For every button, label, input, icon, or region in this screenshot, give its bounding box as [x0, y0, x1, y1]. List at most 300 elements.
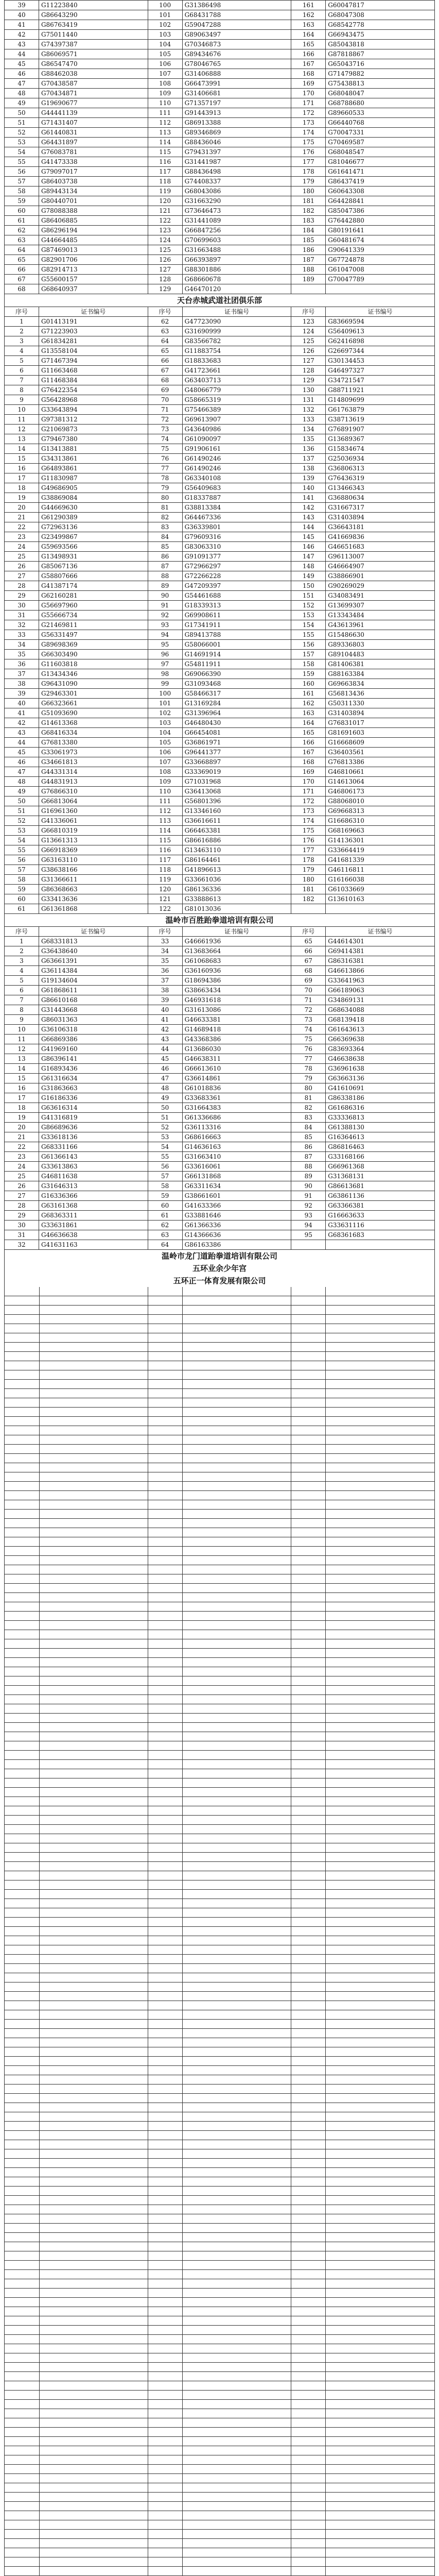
cert-cell: G41681339 — [326, 855, 435, 865]
cert-cell: G81691603 — [326, 728, 435, 738]
table-row — [5, 1201, 435, 1211]
seq-cell: 171 — [291, 98, 326, 108]
cert-cell: G68616663 — [182, 1132, 291, 1142]
cert-cell: G66869386 — [39, 1035, 148, 1044]
cert-cell: G68048547 — [326, 147, 435, 157]
cert-cell: G80191641 — [326, 226, 435, 235]
seq-cell: 6 — [5, 986, 39, 995]
seq-cell: 176 — [291, 147, 326, 157]
seq-cell: 65 — [5, 255, 39, 265]
seq-cell: 36 — [5, 659, 39, 669]
seq-cell: 93 — [148, 620, 182, 630]
seq-cell: 33 — [5, 630, 39, 640]
table-row — [5, 1025, 435, 1035]
seq-cell: 27 — [5, 1191, 39, 1201]
seq-cell: 99 — [148, 679, 182, 689]
cert-cell: G62416898 — [326, 336, 435, 346]
seq-cell: 77 — [148, 464, 182, 473]
cert-cell: G55600157 — [39, 275, 148, 284]
seq-cell: 121 — [148, 894, 182, 904]
seq-cell: 97 — [148, 659, 182, 669]
cert-cell: G36403561 — [326, 748, 435, 757]
seq-cell: 49 — [5, 98, 39, 108]
seq-cell: 1 — [5, 937, 39, 946]
cert-cell: G58665319 — [182, 395, 291, 405]
seq-cell: 78 — [148, 473, 182, 483]
cert-cell: G14366636 — [182, 1230, 291, 1240]
cert-cell: G11468384 — [39, 376, 148, 385]
seq-cell: 60 — [5, 894, 39, 904]
seq-cell: 74 — [148, 434, 182, 444]
table-continuation — [4, 1287, 435, 2576]
cert-cell: G66961368 — [326, 1162, 435, 1172]
cert-cell: G16186336 — [39, 1093, 148, 1103]
seq-cell: 167 — [291, 748, 326, 757]
column-header-cert: 证书编号 — [182, 307, 291, 317]
seq-cell: 58 — [148, 1181, 182, 1191]
cert-cell: G88163384 — [326, 669, 435, 679]
cert-cell: G46661936 — [182, 937, 291, 946]
seq-cell: 188 — [291, 265, 326, 275]
seq-cell: 162 — [291, 10, 326, 20]
seq-cell: 83 — [148, 522, 182, 532]
cert-cell: G31663410 — [182, 1152, 291, 1162]
table-row — [5, 966, 435, 976]
cert-cell: G46811638 — [39, 1172, 148, 1181]
column-header-seq: 序号 — [291, 927, 326, 937]
seq-cell: 50 — [5, 796, 39, 806]
seq-cell: 77 — [291, 1054, 326, 1064]
cert-cell: G36961638 — [326, 1064, 435, 1074]
table-row — [5, 317, 435, 327]
cert-cell: G71479882 — [326, 69, 435, 79]
seq-cell: 40 — [5, 10, 39, 20]
seq-cell: 144 — [291, 522, 326, 532]
seq-cell: 89 — [148, 581, 182, 591]
table-row — [5, 10, 435, 20]
cert-cell: G79609316 — [182, 532, 291, 542]
cert-cell: G90269029 — [326, 581, 435, 591]
cert-cell: G46931618 — [182, 995, 291, 1005]
seq-cell: 166 — [291, 49, 326, 59]
seq-cell: 126 — [291, 346, 326, 356]
table-row — [5, 1181, 435, 1191]
seq-cell: 28 — [5, 1201, 39, 1211]
cert-cell: G70699603 — [182, 235, 291, 245]
seq-cell: 85 — [148, 542, 182, 552]
cert-cell: G66918369 — [39, 845, 148, 855]
cert-cell: G33683361 — [182, 1093, 291, 1103]
seq-cell: 108 — [148, 79, 182, 89]
cert-cell: G80440701 — [39, 196, 148, 206]
cert-cell: G46480430 — [182, 718, 291, 728]
seq-cell: 114 — [148, 826, 182, 836]
seq-cell: 90 — [148, 591, 182, 601]
seq-cell: 34 — [148, 946, 182, 956]
cert-cell: G44669630 — [39, 503, 148, 513]
table-row — [5, 1074, 435, 1083]
seq-cell: 137 — [291, 454, 326, 464]
seq-cell: 4 — [5, 966, 39, 976]
table-row — [5, 787, 435, 796]
table-row — [5, 1162, 435, 1172]
seq-cell: 69 — [148, 385, 182, 395]
seq-cell: 41 — [148, 1015, 182, 1025]
seq-cell: 109 — [148, 777, 182, 787]
seq-cell: 71 — [148, 405, 182, 415]
cert-cell: G14136301 — [326, 836, 435, 845]
seq-cell: 139 — [291, 473, 326, 483]
cert-cell: G81406381 — [326, 659, 435, 669]
cert-cell: G13463110 — [182, 845, 291, 855]
seq-cell: 123 — [148, 226, 182, 235]
table-row — [5, 89, 435, 98]
seq-cell: 37 — [5, 669, 39, 679]
cert-cell: G88711921 — [326, 385, 435, 395]
cert-cell: G31406888 — [182, 69, 291, 79]
seq-cell — [291, 904, 326, 914]
table-row — [5, 1221, 435, 1230]
cert-cell: G16364613 — [326, 1132, 435, 1142]
cert-cell: G64428841 — [326, 196, 435, 206]
seq-cell: 182 — [291, 206, 326, 216]
cert-cell: G61290389 — [39, 513, 148, 522]
seq-cell: 18 — [5, 1103, 39, 1113]
cert-cell: G34661813 — [39, 757, 148, 767]
seq-cell: 42 — [148, 1025, 182, 1035]
seq-cell: 62 — [5, 226, 39, 235]
cert-cell: G89413788 — [182, 630, 291, 640]
cert-cell: G81046677 — [326, 157, 435, 167]
cert-cell: G68416334 — [39, 728, 148, 738]
cert-cell: G38638166 — [39, 865, 148, 875]
cert-cell: G38869084 — [39, 493, 148, 503]
seq-cell: 16 — [5, 464, 39, 473]
cert-cell: G64467336 — [182, 513, 291, 522]
cert-cell: G66943475 — [326, 30, 435, 40]
cert-cell: G88436498 — [182, 167, 291, 177]
seq-cell: 84 — [148, 532, 182, 542]
cert-cell: G68660678 — [182, 275, 291, 284]
seq-cell: 56 — [5, 855, 39, 865]
cert-cell: G82914713 — [39, 265, 148, 275]
seq-cell: 17 — [5, 473, 39, 483]
seq-cell: 104 — [148, 728, 182, 738]
cert-cell: G88068010 — [326, 796, 435, 806]
seq-cell: 177 — [291, 157, 326, 167]
table-row — [5, 542, 435, 552]
cert-cell: G46470120 — [182, 284, 291, 294]
cert-cell: G19690677 — [39, 98, 148, 108]
cert-cell: G87818867 — [326, 49, 435, 59]
column-header-seq: 序号 — [5, 927, 39, 937]
cert-cell: G58066001 — [182, 640, 291, 650]
table-row — [5, 699, 435, 708]
section-title: 五环正一体育发展有限公司 — [4, 1275, 435, 1287]
seq-cell: 128 — [291, 366, 326, 376]
seq-cell: 22 — [5, 1142, 39, 1152]
cert-cell: G68169663 — [326, 826, 435, 836]
seq-cell: 32 — [5, 1240, 39, 1250]
seq-cell: 187 — [291, 255, 326, 265]
seq-cell: 98 — [148, 669, 182, 679]
table-body-continued — [5, 1, 435, 294]
cert-cell: G56813436 — [326, 689, 435, 699]
column-header-cert: 证书编号 — [326, 927, 435, 937]
seq-cell: 123 — [291, 317, 326, 327]
table-row — [5, 562, 435, 571]
seq-cell: 175 — [291, 138, 326, 147]
cert-cell: G33369019 — [182, 767, 291, 777]
cert-cell: G56801396 — [182, 796, 291, 806]
cert-cell: G36114384 — [39, 966, 148, 976]
cert-cell: G86816463 — [326, 1142, 435, 1152]
seq-cell: 179 — [291, 177, 326, 187]
table-row — [5, 659, 435, 669]
cert-cell: G74397387 — [39, 40, 148, 49]
seq-cell: 12 — [5, 425, 39, 434]
seq-cell: 171 — [291, 787, 326, 796]
cert-cell: G33413636 — [39, 894, 148, 904]
cert-cell: G11830987 — [39, 473, 148, 483]
cert-cell: G14809699 — [326, 395, 435, 405]
seq-cell: 72 — [291, 1005, 326, 1015]
seq-cell: 126 — [148, 255, 182, 265]
seq-cell: 158 — [291, 659, 326, 669]
table-row — [5, 49, 435, 59]
seq-cell: 45 — [5, 748, 39, 757]
cert-cell: G13169284 — [182, 699, 291, 708]
table-row — [5, 79, 435, 89]
seq-cell: 146 — [291, 542, 326, 552]
cert-cell: G86164461 — [182, 855, 291, 865]
seq-cell: 47 — [5, 767, 39, 777]
cert-cell: G70047789 — [326, 275, 435, 284]
cert-cell: G11603818 — [39, 659, 148, 669]
cert-cell: G41723661 — [182, 366, 291, 376]
seq-cell: 43 — [5, 728, 39, 738]
cert-cell: G66323661 — [39, 699, 148, 708]
cert-cell: G41896613 — [182, 865, 291, 875]
seq-cell: 100 — [148, 689, 182, 699]
table-row — [5, 826, 435, 836]
cert-cell: G73646473 — [182, 206, 291, 216]
cert-cell: G36880634 — [326, 493, 435, 503]
cert-cell: G44331314 — [39, 767, 148, 777]
seq-cell: 11 — [5, 415, 39, 425]
cert-cell: G68542778 — [326, 20, 435, 30]
cert-cell: G69414381 — [326, 946, 435, 956]
cert-cell: G67724878 — [326, 255, 435, 265]
seq-cell: 39 — [148, 995, 182, 1005]
cert-cell: G13686030 — [182, 1044, 291, 1054]
seq-cell: 89 — [291, 1172, 326, 1181]
seq-cell: 107 — [148, 69, 182, 79]
cert-cell: G89443134 — [39, 187, 148, 196]
seq-cell: 177 — [291, 845, 326, 855]
table-row — [5, 946, 435, 956]
cert-cell: G86069571 — [39, 49, 148, 59]
cert-cell — [326, 1240, 435, 1250]
cert-cell: G14691914 — [182, 650, 291, 659]
cert-cell: G68139418 — [326, 1015, 435, 1025]
seq-cell: 134 — [291, 425, 326, 434]
cert-cell: G68363311 — [39, 1211, 148, 1221]
seq-cell: 14 — [5, 1064, 39, 1074]
seq-cell: 54 — [148, 1142, 182, 1152]
seq-cell: 8 — [5, 1005, 39, 1015]
seq-cell: 48 — [148, 1083, 182, 1093]
cert-cell: G31403894 — [326, 513, 435, 522]
table-row — [5, 816, 435, 826]
seq-cell: 106 — [148, 59, 182, 69]
cert-cell: G83063310 — [182, 542, 291, 552]
cert-cell: G72966297 — [182, 562, 291, 571]
seq-cell: 15 — [5, 1074, 39, 1083]
cert-cell: G36113316 — [182, 1123, 291, 1132]
seq-cell: 155 — [291, 630, 326, 640]
cert-cell: G68634088 — [326, 1005, 435, 1015]
seq-cell: 161 — [291, 1, 326, 10]
seq-cell: 43 — [5, 40, 39, 49]
seq-cell: 161 — [291, 689, 326, 699]
seq-cell: 91 — [148, 601, 182, 611]
cert-cell: G31368131 — [326, 1172, 435, 1181]
cert-cell: G71031968 — [182, 777, 291, 787]
seq-cell: 3 — [5, 956, 39, 966]
seq-cell: 24 — [5, 1162, 39, 1172]
seq-cell: 45 — [148, 1054, 182, 1064]
cert-cell: G46638638 — [326, 1054, 435, 1064]
seq-cell: 79 — [291, 1074, 326, 1083]
seq-cell: 32 — [5, 620, 39, 630]
seq-cell: 109 — [148, 89, 182, 98]
cert-cell: G68331813 — [39, 937, 148, 946]
seq-cell: 52 — [5, 816, 39, 826]
cert-cell: G71467394 — [39, 356, 148, 366]
cert-cell: G66440768 — [326, 118, 435, 128]
seq-cell: 25 — [5, 1172, 39, 1181]
cert-cell: G46651683 — [326, 542, 435, 552]
seq-cell: 168 — [291, 69, 326, 79]
cert-cell: G31663488 — [182, 245, 291, 255]
cert-cell: G60047817 — [326, 1, 435, 10]
cert-cell: G86396141 — [39, 1054, 148, 1064]
cert-cell: G33664419 — [326, 845, 435, 855]
table-row — [5, 30, 435, 40]
cert-cell: G56409683 — [182, 483, 291, 493]
seq-cell: 76 — [148, 454, 182, 464]
seq-cell: 70 — [291, 986, 326, 995]
cert-cell: G43640986 — [182, 425, 291, 434]
seq-cell: 101 — [148, 699, 182, 708]
cert-cell: G66463381 — [182, 826, 291, 836]
cert-cell: G15834674 — [326, 444, 435, 454]
section-title: 温岭市百胜跆拳道培训有限公司 — [4, 914, 435, 926]
cert-cell: G44441139 — [39, 108, 148, 118]
cert-cell: G33881646 — [182, 1211, 291, 1221]
cert-cell: G68043086 — [182, 187, 291, 196]
table-row — [5, 976, 435, 986]
seq-cell: 50 — [5, 108, 39, 118]
cert-cell: G33661036 — [182, 875, 291, 885]
table-row — [5, 395, 435, 405]
seq-cell: 141 — [291, 493, 326, 503]
cert-cell: G86338186 — [326, 1093, 435, 1103]
cert-cell: G16686310 — [326, 816, 435, 826]
table-row — [5, 728, 435, 738]
column-header-cert: 证书编号 — [39, 927, 148, 937]
cert-cell: G83566782 — [182, 336, 291, 346]
seq-cell: 86 — [148, 552, 182, 562]
seq-cell — [291, 284, 326, 294]
table-row — [5, 650, 435, 659]
seq-cell: 48 — [5, 777, 39, 787]
seq-cell: 124 — [148, 235, 182, 245]
cert-cell: G33336813 — [326, 1113, 435, 1123]
cert-cell: G90641339 — [326, 245, 435, 255]
seq-cell: 49 — [5, 787, 39, 796]
seq-cell: 156 — [291, 640, 326, 650]
seq-cell: 169 — [291, 767, 326, 777]
table-row — [5, 385, 435, 395]
cert-cell: G56697960 — [39, 601, 148, 611]
cert-cell: G69613907 — [182, 415, 291, 425]
seq-cell: 74 — [291, 1025, 326, 1035]
cert-cell: G14613064 — [326, 777, 435, 787]
cert-cell: G21069873 — [39, 425, 148, 434]
cert-cell: G78088388 — [39, 206, 148, 216]
seq-cell: 66 — [5, 265, 39, 275]
seq-cell: 174 — [291, 128, 326, 138]
cert-cell: G85043818 — [326, 40, 435, 49]
cert-cell: G46806173 — [326, 787, 435, 796]
cert-cell: G91443913 — [182, 108, 291, 118]
seq-cell: 44 — [5, 49, 39, 59]
cert-cell: G13683664 — [182, 946, 291, 956]
seq-cell: 14 — [5, 444, 39, 454]
seq-cell: 91 — [291, 1191, 326, 1201]
seq-cell: 10 — [5, 1025, 39, 1035]
cert-cell: G43613961 — [326, 620, 435, 630]
seq-cell: 172 — [291, 108, 326, 118]
table-row — [5, 473, 435, 483]
cert-cell: G13661313 — [39, 836, 148, 845]
table-row — [5, 1054, 435, 1064]
cert-cell: G43368386 — [182, 1035, 291, 1044]
cert-cell: G11663468 — [39, 366, 148, 376]
seq-cell: 73 — [291, 1015, 326, 1025]
cert-cell: G74408337 — [182, 177, 291, 187]
seq-cell: 165 — [291, 728, 326, 738]
seq-cell: 20 — [5, 1123, 39, 1132]
cert-cell: G91906161 — [182, 444, 291, 454]
cert-cell: G89434676 — [182, 49, 291, 59]
cert-cell: G62160281 — [39, 591, 148, 601]
seq-cell: 4 — [5, 346, 39, 356]
seq-cell: 95 — [148, 640, 182, 650]
table-row — [5, 138, 435, 147]
seq-cell: 94 — [148, 630, 182, 640]
cert-cell: G31667317 — [326, 503, 435, 513]
seq-cell: 132 — [291, 405, 326, 415]
cert-cell: G61068683 — [182, 956, 291, 966]
table-row — [5, 1035, 435, 1044]
cert-cell: G63311634 — [182, 1181, 291, 1191]
cert-cell: G86031363 — [39, 1015, 148, 1025]
cert-cell: G33668897 — [182, 757, 291, 767]
seq-cell: 178 — [291, 167, 326, 177]
